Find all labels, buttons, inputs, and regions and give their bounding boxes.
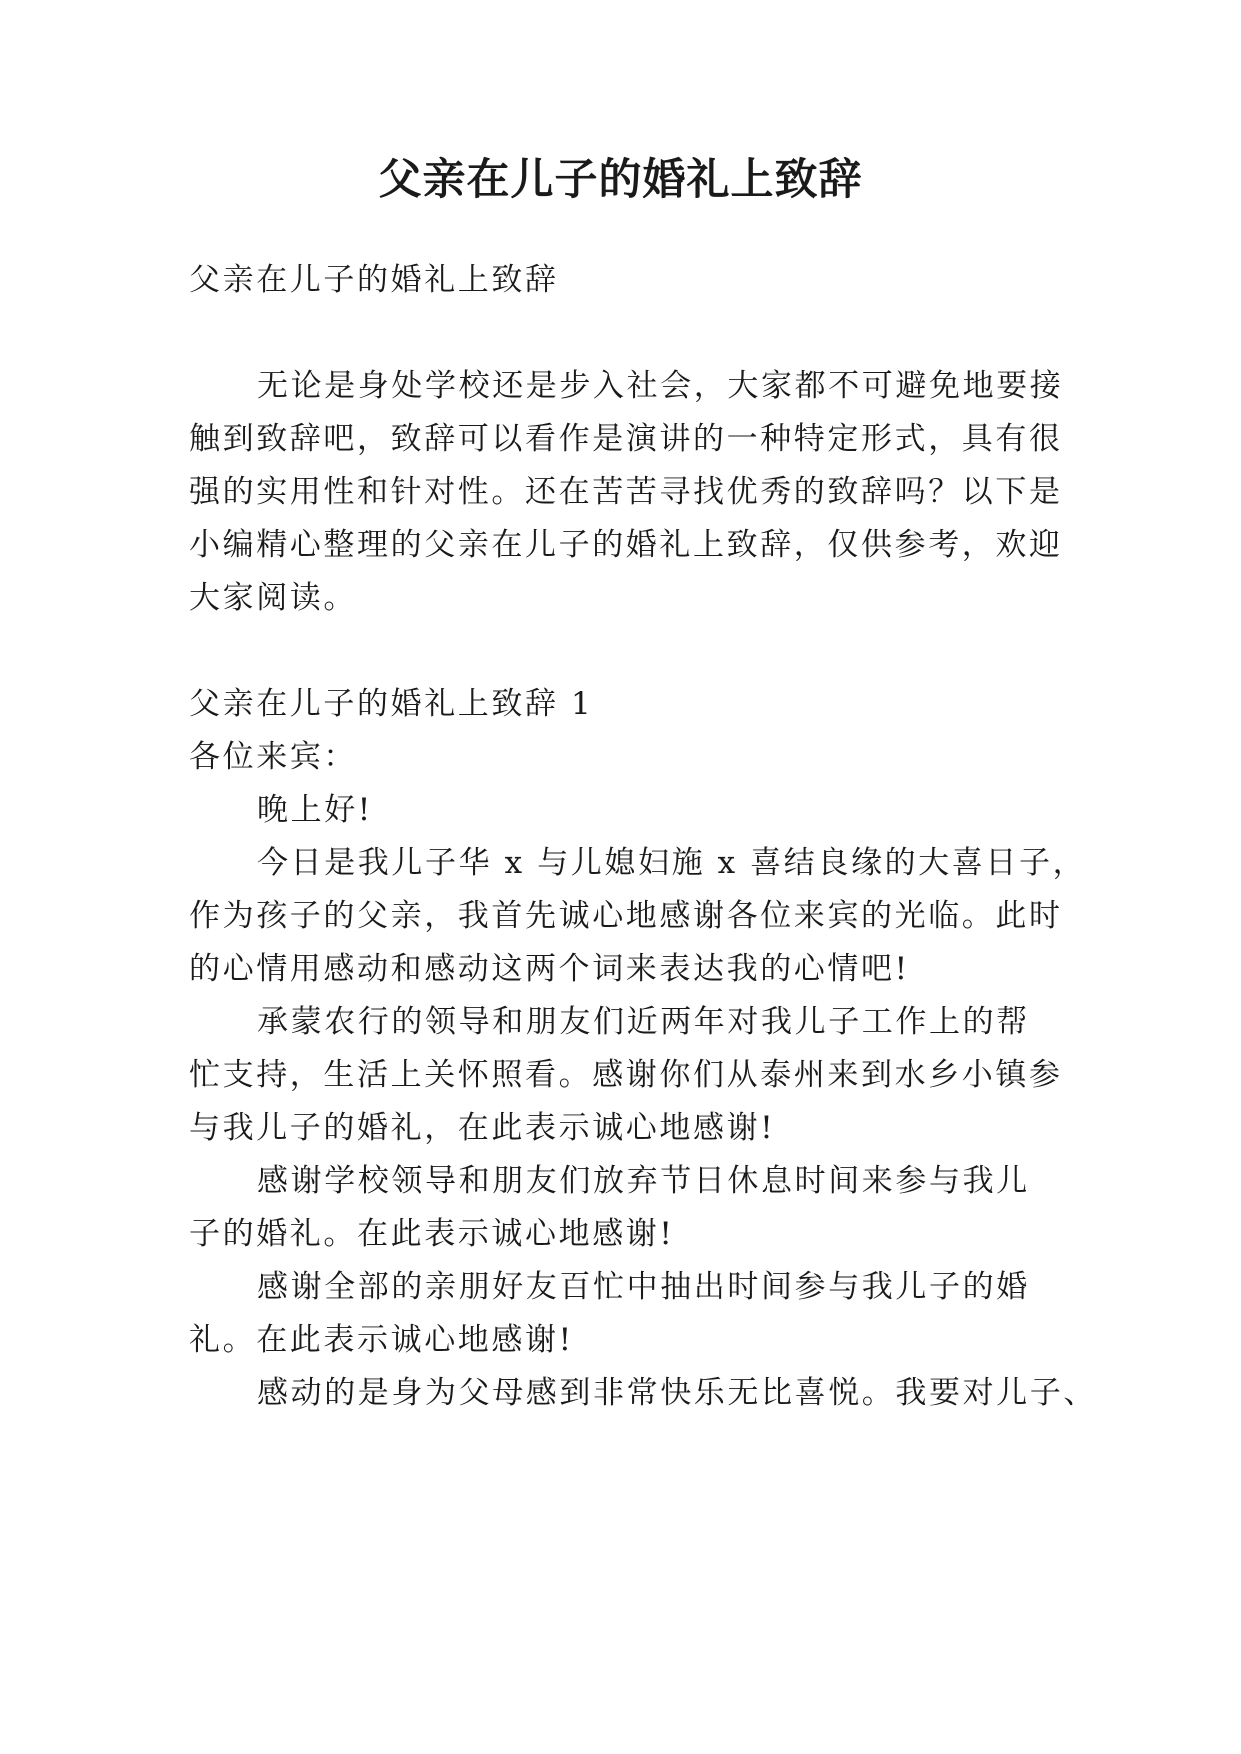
speech-line: 今日是我儿子华 x 与儿媳妇施 x 喜结良缘的大喜日子，	[257, 845, 1087, 881]
section-heading: 父亲在儿子的婚礼上致辞 1	[189, 686, 594, 722]
speech-line: 礼。在此表示诚心地感谢!	[189, 1322, 574, 1358]
document-subtitle: 父亲在儿子的婚礼上致辞	[189, 262, 559, 298]
speech-line: 作为孩子的父亲，我首先诚心地感谢各位来宾的光临。此时	[189, 898, 1063, 934]
speech-line: 忙支持，生活上关怀照看。感谢你们从泰州来到水乡小镇参	[189, 1057, 1063, 1093]
intro-line: 大家阅读。	[189, 580, 357, 616]
greeting: 晚上好!	[257, 792, 373, 828]
speech-line: 的心情用感动和感动这两个词来表达我的心情吧!	[189, 951, 910, 987]
intro-line: 触到致辞吧，致辞可以看作是演讲的一种特定形式，具有很	[189, 421, 1063, 457]
salutation: 各位来宾：	[189, 739, 357, 775]
speech-line: 感动的是身为父母感到非常快乐无比喜悦。我要对儿子、	[257, 1375, 1097, 1411]
intro-line: 强的实用性和针对性。还在苦苦寻找优秀的致辞吗？以下是	[189, 474, 1063, 510]
speech-line: 承蒙农行的领导和朋友们近两年对我儿子工作上的帮	[257, 1004, 1030, 1040]
speech-line: 与我儿子的婚礼，在此表示诚心地感谢!	[189, 1110, 776, 1146]
document-title: 父亲在儿子的婚礼上致辞	[378, 155, 863, 205]
speech-line: 感谢学校领导和朋友们放弃节日休息时间来参与我儿	[257, 1163, 1030, 1199]
intro-line: 无论是身处学校还是步入社会，大家都不可避免地要接	[257, 368, 1064, 404]
intro-line: 小编精心整理的父亲在儿子的婚礼上致辞，仅供参考，欢迎	[189, 527, 1063, 563]
speech-line: 子的婚礼。在此表示诚心地感谢!	[189, 1216, 675, 1252]
speech-line: 感谢全部的亲朋好友百忙中抽出时间参与我儿子的婚	[257, 1269, 1030, 1305]
